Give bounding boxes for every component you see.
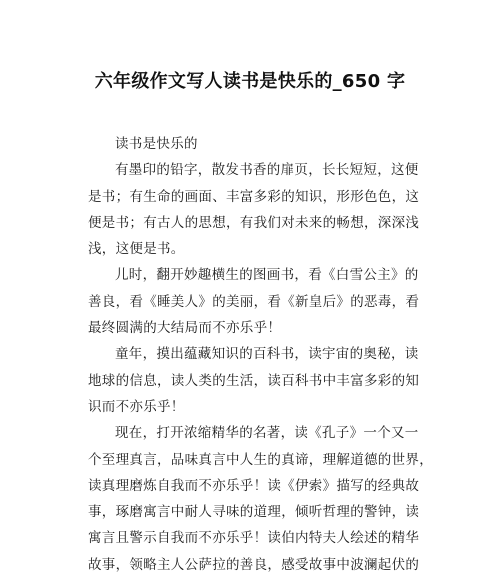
text-line: 读书是快乐的: [115, 136, 198, 152]
text-line: 儿时，翻开妙趣横生的图画书，看《白雪公主》的: [115, 267, 419, 284]
text-line: 识而不亦乐乎！: [88, 398, 185, 415]
document-body: [88, 131, 433, 578]
text-line: 有墨印的铅字，散发书香的扉页，长长短短，这便: [115, 162, 419, 179]
text-line: 善良，看《睡美人》的美丽，看《新皇后》的恶毒，看: [88, 293, 420, 310]
text-line: 事，琢磨寓言中耐人寻味的道理，倾听哲理的警钟，读: [88, 504, 420, 521]
text-line: 地球的信息，读人类的生活，读百科书中丰富多彩的知: [88, 372, 420, 389]
text-line: 现在，打开浓缩精华的名著，读《孔子》一个又一: [115, 425, 419, 442]
text-line: 寓言且警示自我而不亦乐乎！读伯内特夫人绘述的精华: [88, 530, 420, 547]
text-line: 童年，摸出蕴藏知识的百科书，读宇宙的奥秘，读: [115, 346, 419, 363]
text-line: 故事，领略主人公萨拉的善良，感受故事中波澜起伏的: [88, 556, 420, 573]
text-line: 读真理磨炼自我而不亦乐乎！读《伊索》描写的经典故: [88, 477, 420, 494]
text-line: 浅，这便是书。: [88, 241, 185, 258]
text-line: 是书；有生命的画面、丰富多彩的知识，形形色色，这: [88, 188, 420, 205]
document-title: 六年级作文写人读书是快乐的_650 字: [94, 71, 406, 92]
text-line: 便是书；有古人的思想，有我们对未来的畅想，深深浅: [88, 214, 420, 231]
text-line: 个至理真言，品味真言中人生的真谛，理解道德的世界，: [88, 451, 433, 468]
text-line: 最终圆满的大结局而不亦乐乎！: [88, 320, 282, 337]
